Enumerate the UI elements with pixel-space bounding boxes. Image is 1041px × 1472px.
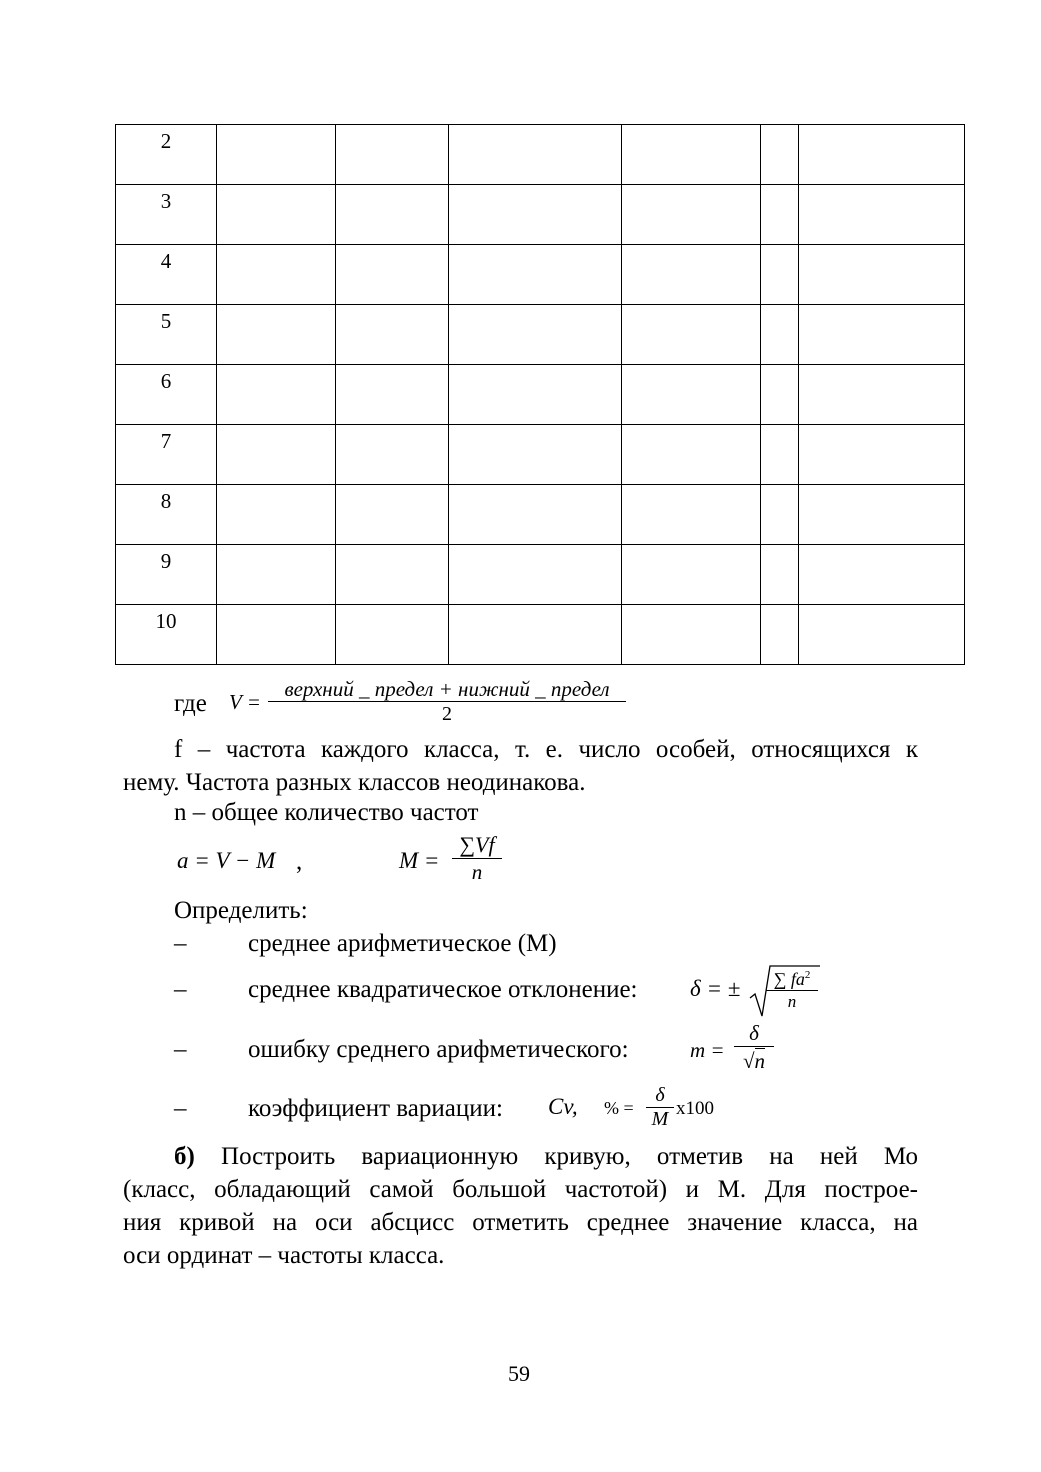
empty-cell bbox=[217, 545, 336, 605]
empty-cell bbox=[761, 545, 799, 605]
cv-numerator: δ bbox=[655, 1084, 665, 1106]
determine-heading: Определить: bbox=[174, 897, 308, 924]
delta-lhs: δ = ± bbox=[690, 976, 741, 1001]
row-number-cell: 2 bbox=[116, 125, 217, 185]
f-definition-line1: f – частота каждого класса, т. е. число особей, относящихся к bbox=[174, 736, 918, 763]
row-number-cell: 8 bbox=[116, 485, 217, 545]
table-row bbox=[116, 365, 965, 425]
cv-fraction bbox=[646, 1084, 674, 1131]
row-number-cell: 7 bbox=[116, 425, 217, 485]
empty-cell bbox=[217, 245, 336, 305]
empty-cell bbox=[336, 305, 449, 365]
empty-cell bbox=[217, 425, 336, 485]
cv-percent: % = bbox=[604, 1098, 634, 1118]
delta-denominator: n bbox=[787, 992, 797, 1011]
empty-cell bbox=[449, 245, 622, 305]
empty-cell bbox=[449, 365, 622, 425]
empty-cell bbox=[799, 485, 965, 545]
v-denominator: 2 bbox=[442, 703, 452, 725]
empty-cell bbox=[336, 485, 449, 545]
empty-cell bbox=[217, 305, 336, 365]
empty-cell bbox=[799, 365, 965, 425]
empty-cell bbox=[761, 365, 799, 425]
empty-cell bbox=[622, 425, 761, 485]
empty-cell bbox=[622, 365, 761, 425]
empty-cell bbox=[799, 605, 965, 665]
f-definition-line2: нему. Частота разных классов неодинакова. bbox=[123, 769, 586, 796]
empty-cell bbox=[799, 425, 965, 485]
row-number-cell: 6 bbox=[116, 365, 217, 425]
empty-cell bbox=[622, 245, 761, 305]
v-numerator: верхний _ предел + нижний _ предел bbox=[284, 677, 610, 701]
empty-cell bbox=[622, 545, 761, 605]
comma: , bbox=[296, 848, 303, 875]
list-item-variation-coefficient: коэффициент вариации: bbox=[248, 1095, 503, 1122]
empty-cell bbox=[449, 425, 622, 485]
m-error-fraction bbox=[734, 1020, 774, 1075]
table-row bbox=[116, 425, 965, 485]
empty-cell bbox=[761, 605, 799, 665]
where-label: где bbox=[174, 690, 207, 717]
row-number-cell: 5 bbox=[116, 305, 217, 365]
table-row bbox=[116, 125, 965, 185]
row-number-cell: 9 bbox=[116, 545, 217, 605]
empty-cell bbox=[761, 305, 799, 365]
list-item-mean: среднее арифметическое (М) bbox=[248, 930, 557, 957]
empty-cell bbox=[761, 125, 799, 185]
row-number-cell: 3 bbox=[116, 185, 217, 245]
list-item-std-deviation: среднее квадратическое отклонение: bbox=[248, 976, 638, 1003]
empty-cell bbox=[217, 605, 336, 665]
paragraph-b-line4: оси ординат – частоты класса. bbox=[123, 1242, 445, 1269]
m-denominator: n bbox=[471, 860, 483, 884]
empty-cell bbox=[217, 485, 336, 545]
v-fraction bbox=[268, 677, 626, 726]
empty-cell bbox=[336, 425, 449, 485]
empty-cell bbox=[799, 545, 965, 605]
table-row bbox=[116, 485, 965, 545]
m-error-denominator: √n bbox=[742, 1049, 766, 1073]
delta-numerator: ∑ $fa^2$ bbox=[773, 969, 811, 989]
m-error-lhs: m = bbox=[690, 1038, 725, 1062]
empty-cell bbox=[217, 185, 336, 245]
row-number-cell: 10 bbox=[116, 605, 217, 665]
cv-multiplier: x100 bbox=[676, 1098, 714, 1119]
empty-cell bbox=[336, 605, 449, 665]
empty-cell bbox=[449, 485, 622, 545]
empty-cell bbox=[449, 605, 622, 665]
table-row bbox=[116, 245, 965, 305]
delta-fraction bbox=[766, 964, 818, 1013]
list-item-mean-error: ошибку среднего арифметического: bbox=[248, 1036, 629, 1063]
empty-cell bbox=[336, 125, 449, 185]
list-dash: – bbox=[174, 930, 187, 957]
empty-cell bbox=[449, 545, 622, 605]
empty-cell bbox=[622, 185, 761, 245]
empty-cell bbox=[799, 245, 965, 305]
empty-cell bbox=[761, 425, 799, 485]
list-dash: – bbox=[174, 976, 187, 1003]
paragraph-b-line3: ния кривой на оси абсцисс отметить среднее значение класса, на bbox=[123, 1209, 918, 1236]
cv-label: Cv, bbox=[548, 1094, 578, 1119]
table-body bbox=[116, 125, 965, 665]
page-number: 59 bbox=[508, 1361, 530, 1386]
empty-cell bbox=[449, 125, 622, 185]
list-dash: – bbox=[174, 1036, 187, 1063]
empty-cell bbox=[336, 365, 449, 425]
empty-cell bbox=[799, 305, 965, 365]
paragraph-b-line2: (класс, обладающий самой большой частотой) и М. Для построе- bbox=[123, 1176, 918, 1203]
list-dash: – bbox=[174, 1095, 187, 1122]
empty-cell bbox=[761, 185, 799, 245]
empty-cell bbox=[449, 305, 622, 365]
m-lhs: M = bbox=[399, 848, 440, 873]
table-row bbox=[116, 605, 965, 665]
m-error-numerator: δ bbox=[749, 1021, 759, 1045]
empty-cell bbox=[622, 305, 761, 365]
n-definition: n – общее количество частот bbox=[174, 799, 479, 826]
cv-denominator: M bbox=[651, 1108, 669, 1130]
table-row bbox=[116, 185, 965, 245]
m-numerator: ∑Vf bbox=[459, 832, 495, 857]
empty-cell bbox=[622, 605, 761, 665]
empty-cell bbox=[761, 485, 799, 545]
v-lhs: V = bbox=[229, 690, 261, 714]
table-row bbox=[116, 305, 965, 365]
empty-cell bbox=[217, 365, 336, 425]
empty-cell bbox=[799, 125, 965, 185]
empty-cell bbox=[336, 545, 449, 605]
paragraph-b-line1: б) Построить вариационную кривую, отметив на ней Мо bbox=[174, 1143, 918, 1170]
empty-cell bbox=[622, 485, 761, 545]
empty-cell bbox=[761, 245, 799, 305]
m-fraction bbox=[452, 832, 502, 885]
empty-cell bbox=[449, 185, 622, 245]
empty-cell bbox=[217, 125, 336, 185]
empty-cell bbox=[336, 185, 449, 245]
empty-cell bbox=[799, 185, 965, 245]
empty-cell bbox=[336, 245, 449, 305]
a-formula: a = V − M bbox=[177, 848, 276, 873]
empty-cell bbox=[622, 125, 761, 185]
row-number-cell: 4 bbox=[116, 245, 217, 305]
table-row bbox=[116, 545, 965, 605]
data-table bbox=[115, 124, 965, 665]
